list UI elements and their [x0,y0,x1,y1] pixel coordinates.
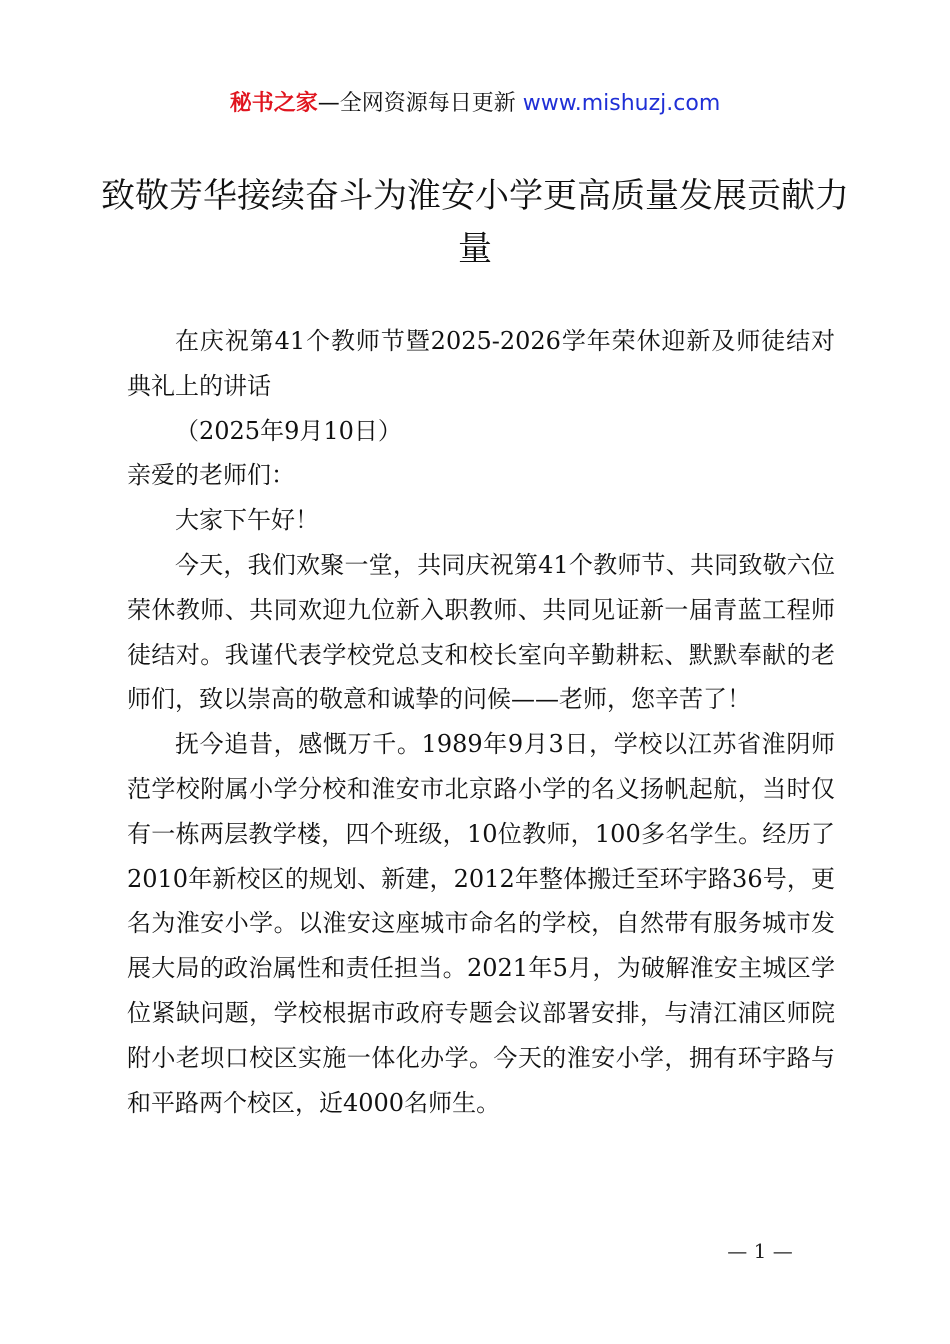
document-body [127,319,835,1125]
site-url-link[interactable]: www.mishuzj.com [522,91,721,116]
salutation: 亲爱的老师们： [127,461,295,490]
greeting: 大家下午好！ [175,506,319,535]
page-number: — 1 — [727,1239,793,1263]
body-paragraph: 今天，我们欢聚一堂，共同庆祝第41个教师节、共同致敬六位荣休教师、共同欢迎九位新入职教师、共同见证新一届青蓝工程师徒结对。我谨代表学校党总支和校长室向辛勤耕耘、默默奉献的老师们，致以崇高的敬意和诚挚的问候——老师，您辛苦了！ [127,550,835,714]
site-tagline: —全网资源每日更新 [317,91,523,116]
speech-date: （2025年9月10日） [175,416,402,445]
body-paragraph: 抚今追昔，感慨万千。1989年9月3日，学校以江苏省淮阴师范学校附属小学分校和淮安市北京路小学的名义扬帆起航，当时仅有一栋两层教学楼，四个班级，10位教师，100多名学生。经历了2010年新校区的规划、新建，2012年整体搬迁至环宇路36号，更名为淮安小学。以淮安这座城市命名的学校，自然带有服务城市发展大局的政治属性和责任担当。2021年5月，为破解淮安主城区学位紧缺问题，学校根据市政府专题会议部署安排，与清江浦区师院附小老坝口校区实施一体化办学。今天的淮安小学，拥有环宇路与和平路两个校区，近4000名师生。 [127,730,835,1117]
site-banner [0,88,950,120]
document-title: 致敬芳华接续奋斗为淮安小学更高质量发展贡献力量 [101,176,849,269]
speech-subtitle: 在庆祝第41个教师节暨2025-2026学年荣休迎新及师徒结对典礼上的讲话 [127,327,835,400]
site-brand: 秘书之家 [229,91,318,116]
